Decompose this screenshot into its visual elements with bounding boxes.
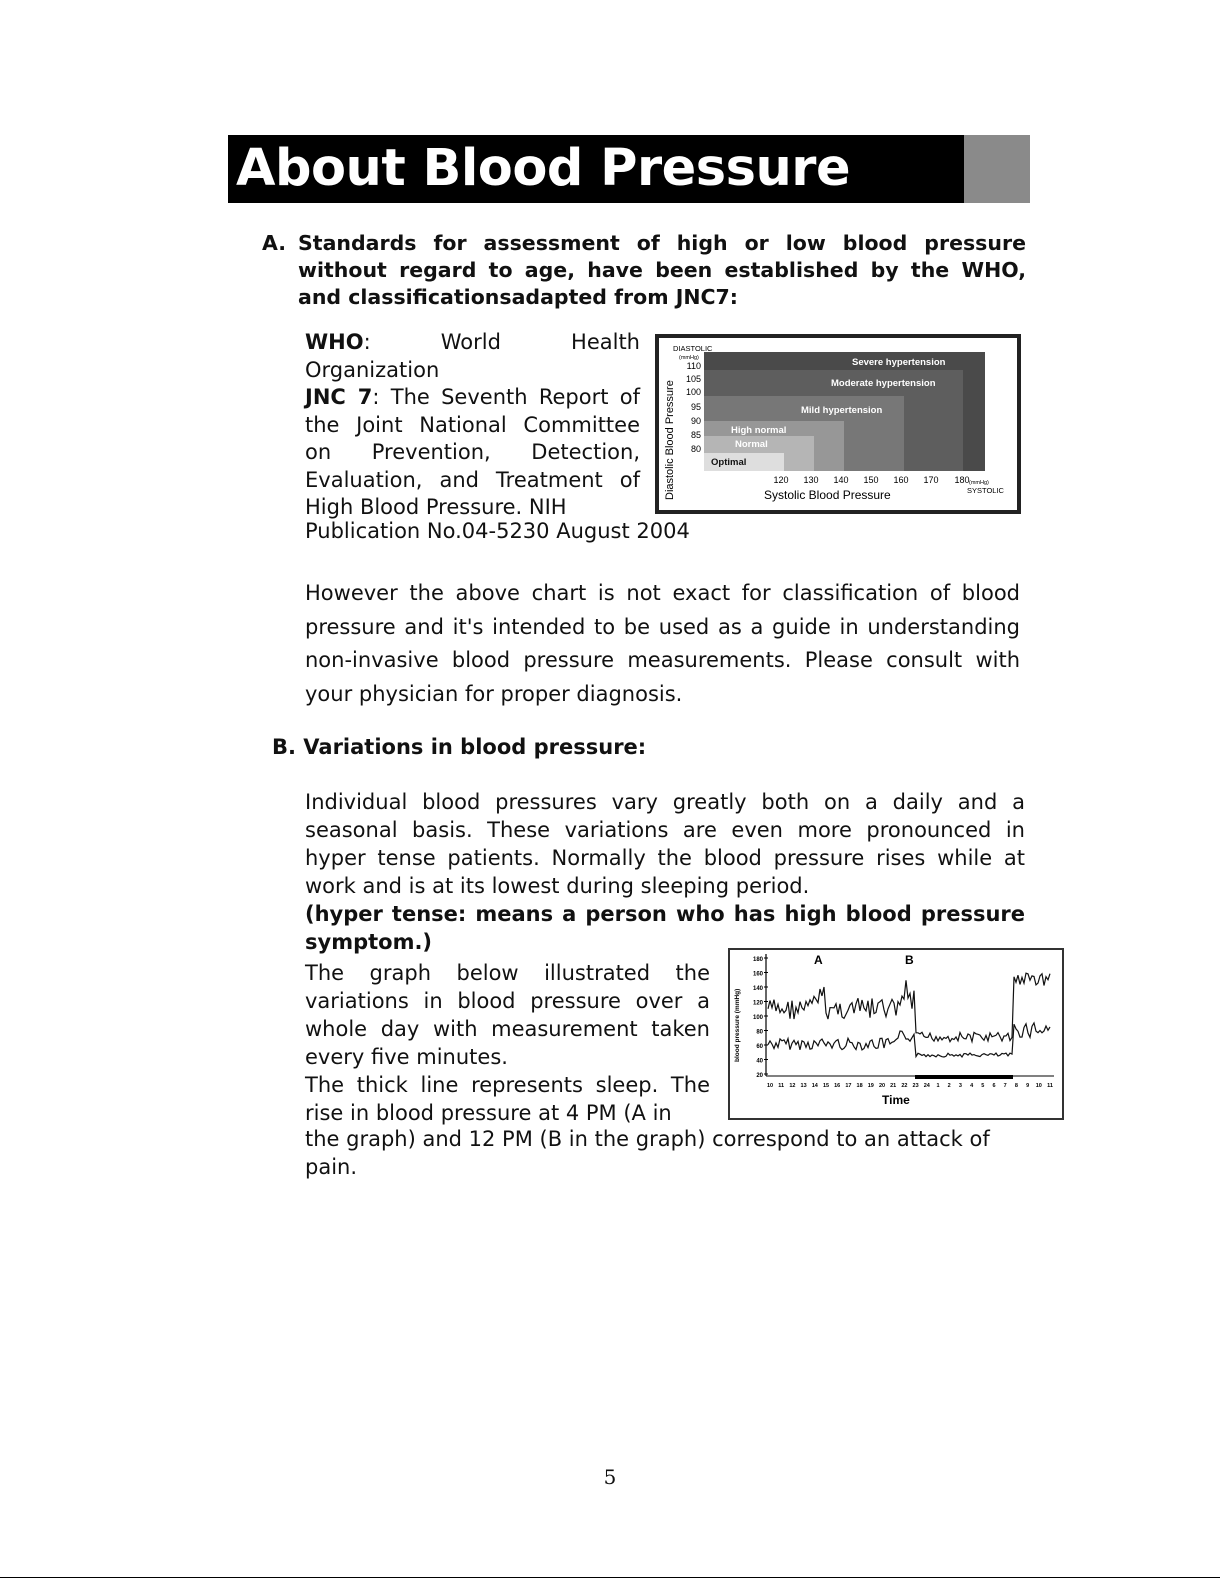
who-term: WHO xyxy=(305,330,364,354)
bp-y-tick: 105 xyxy=(685,374,701,384)
variation-y-tick: 100 xyxy=(752,1015,763,1021)
systolic-trace xyxy=(768,973,1050,1041)
graph-description xyxy=(305,959,710,1127)
variation-x-tick: 3 xyxy=(958,1083,962,1089)
variation-y-tick: 140 xyxy=(752,986,763,992)
section-a-letter: A. xyxy=(262,231,287,255)
variation-x-tick: 2 xyxy=(947,1083,951,1089)
marker-b: B xyxy=(905,953,914,967)
systolic-unit: (mmHg) xyxy=(969,480,989,486)
variation-y-tick: 180 xyxy=(752,957,763,963)
bp-x-tick: 180 xyxy=(954,475,970,485)
diastolic-trace xyxy=(768,1023,1050,1057)
variation-x-tick: 22 xyxy=(901,1083,908,1089)
variation-x-tick: 11 xyxy=(1047,1083,1053,1089)
variation-x-tick: 5 xyxy=(981,1083,985,1089)
variation-x-tick: 19 xyxy=(867,1083,874,1089)
variation-x-tick: 18 xyxy=(856,1083,863,1089)
variation-x-tick: 8 xyxy=(1014,1083,1018,1089)
bp-variation-graph xyxy=(728,948,1064,1120)
jnc-definition: : The Seventh Report of the Joint National Committee on Prevention, Detection, Evaluation, and Treatment of High Blood Pressure. NIH xyxy=(305,385,640,519)
page-title: About Blood Pressure xyxy=(236,139,851,198)
variation-x-tick: 14 xyxy=(811,1083,818,1089)
disclaimer-paragraph: However the above chart is not exact for classification of blood pressure and it's intended to be used as a guide in understanding non-invasive blood pressure measurements. Please consult with your physician for proper diagnosis. xyxy=(305,581,1020,706)
variation-y-tick: 40 xyxy=(756,1058,763,1065)
bp-band-label: Normal xyxy=(735,439,768,450)
bp-y-tick: 80 xyxy=(690,444,701,454)
bp-x-tick: 170 xyxy=(923,475,939,485)
variation-y-tick: 80 xyxy=(756,1029,763,1036)
section-b-heading: B. Variations in blood pressure: xyxy=(272,735,647,759)
variation-x-tick: 15 xyxy=(822,1083,830,1089)
bp-band-label: Mild hypertension xyxy=(801,405,883,416)
diastolic-unit: (mmHg) xyxy=(679,355,699,361)
variation-x-tick: 4 xyxy=(970,1083,974,1089)
variation-x-tick: 9 xyxy=(1026,1083,1030,1089)
bp-chart-svg xyxy=(659,338,1017,510)
variation-y-label: blood pressure (mmHg) xyxy=(734,988,741,1062)
diastolic-label: DIASTOLIC xyxy=(673,344,713,353)
variation-x-tick: 10 xyxy=(1035,1083,1042,1089)
bp-x-tick: 130 xyxy=(803,475,819,485)
marker-a: A xyxy=(814,953,823,967)
bp-classification-chart xyxy=(655,334,1021,514)
variation-y-tick: 120 xyxy=(752,1000,763,1007)
bp-y-tick: 85 xyxy=(690,430,701,440)
bp-y-tick: 110 xyxy=(686,361,701,371)
sleep-bar xyxy=(915,1075,1013,1079)
bp-x-tick: 150 xyxy=(863,475,879,485)
bp-y-tick: 100 xyxy=(685,387,701,397)
variation-x-tick: 1 xyxy=(936,1083,940,1089)
jnc-term: JNC 7 xyxy=(305,385,373,409)
variation-y-tick: 60 xyxy=(756,1044,763,1050)
variation-y-tick: 160 xyxy=(752,971,763,978)
bp-x-tick: 140 xyxy=(833,475,849,485)
variation-x-tick: 10 xyxy=(766,1083,774,1089)
variation-x-tick: 16 xyxy=(834,1083,841,1089)
bp-band-label: High normal xyxy=(731,425,787,436)
bp-band-label: Optimal xyxy=(711,457,747,468)
bp-x-tick: 120 xyxy=(773,475,789,485)
hyper-tense-definition: (hyper tense: means a person who has high blood pressure symptom.) xyxy=(305,902,1025,954)
systolic-label: SYSTOLIC xyxy=(967,486,1004,495)
variation-x-tick: 21 xyxy=(890,1083,897,1089)
variation-x-tick: 7 xyxy=(1003,1083,1007,1089)
variation-x-tick: 17 xyxy=(845,1083,852,1089)
publication-line: Publication No.04-5230 August 2004 xyxy=(305,519,690,543)
graph-description-3: the graph) and 12 PM (B in the graph) correspond to an attack of pain. xyxy=(305,1127,990,1179)
variation-x-label: Time xyxy=(882,1093,910,1107)
section-a-heading: Standards for assessment of high or low blood pressure without regard to age, have been established by the WHO, and classificationsadapted from JNC7: xyxy=(298,231,1026,309)
who-definitions xyxy=(305,329,640,522)
variation-graph-svg xyxy=(730,950,1062,1118)
variations-text: Individual blood pressures vary greatly both on a daily and a seasonal basis. These variations are even more pronounced in hyper tense patients. Normally the blood pressure rises while at work and is at its lowest during sleeping period. xyxy=(305,790,1025,898)
bp-x-tick: 160 xyxy=(893,475,909,485)
variation-x-tick: 20 xyxy=(878,1083,886,1089)
bp-y-tick: 90 xyxy=(690,416,701,426)
title-accent-block xyxy=(964,135,1030,203)
variation-x-tick: 6 xyxy=(992,1083,996,1089)
who-definition: : World Health Organization xyxy=(305,330,640,382)
bp-y-tick: 95 xyxy=(690,402,701,412)
graph-description-2: The thick line represents sleep. The rise in blood pressure at 4 PM (A in xyxy=(305,1073,710,1125)
bp-band-label: Moderate hypertension xyxy=(831,378,936,389)
variation-x-tick: 11 xyxy=(778,1083,785,1089)
variations-paragraph xyxy=(305,788,1025,956)
page-number: 5 xyxy=(603,1465,617,1489)
variation-x-tick: 23 xyxy=(912,1083,919,1089)
bottom-rule xyxy=(0,1577,1220,1578)
variation-x-tick: 13 xyxy=(800,1083,807,1089)
graph-description-1: The graph below illustrated the variations in blood pressure over a whole day with measurement taken every five minutes. xyxy=(305,961,710,1069)
bp-band-label: Severe hypertension xyxy=(852,357,946,368)
variation-x-tick: 12 xyxy=(789,1083,796,1089)
x-axis-label: Systolic Blood Pressure xyxy=(764,488,891,502)
variation-x-tick: 24 xyxy=(923,1083,930,1089)
variation-y-tick: 20 xyxy=(756,1073,763,1079)
y-axis-label: Diastolic Blood Pressure xyxy=(664,380,676,500)
section-a xyxy=(262,230,1026,311)
